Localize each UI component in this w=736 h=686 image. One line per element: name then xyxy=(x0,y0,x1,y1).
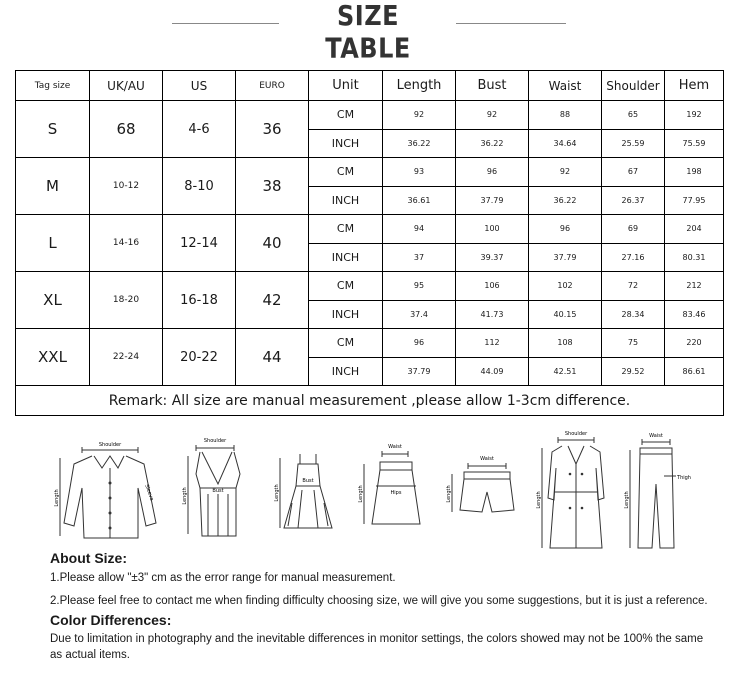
shoulder-inch-cell: 26.37 xyxy=(602,186,665,215)
uk-au-cell: 68 xyxy=(90,101,163,158)
tag-size-cell: XL xyxy=(16,272,90,329)
length-cm-cell: 92 xyxy=(383,101,456,130)
label-shoulder-2: Shoulder xyxy=(203,438,227,444)
hem-cm-cell: 212 xyxy=(665,272,724,301)
hem-cm-cell: 192 xyxy=(665,101,724,130)
color-differences-text: Due to limitation in photography and the inevitable differences in monitor settings, the colors showed may not be 100% the same as actual items. xyxy=(50,633,704,661)
unit-cm-cell: CM xyxy=(309,329,383,358)
tag-size-cell: M xyxy=(16,158,90,215)
label-shoulder-6: Shoulder xyxy=(564,431,588,437)
about-size-note-2: 2.Please feel free to contact me when finding difficulty choosing size, we will give you some suggestions, but it is just a reference. xyxy=(50,595,708,607)
shoulder-cm-cell: 75 xyxy=(602,329,665,358)
about-size-heading: About Size: xyxy=(50,550,127,566)
waist-inch-cell: 37.79 xyxy=(529,243,602,272)
title-divider-right xyxy=(456,23,566,24)
label-length-4: Length xyxy=(358,485,364,503)
header-us: US xyxy=(163,71,236,101)
shoulder-inch-cell: 28.34 xyxy=(602,300,665,329)
waist-inch-cell: 42.51 xyxy=(529,357,602,386)
waist-inch-cell: 34.64 xyxy=(529,129,602,158)
shoulder-cm-cell: 69 xyxy=(602,215,665,244)
about-size-note-1: 1.Please allow "±3" cm as the error range for manual measurement. xyxy=(50,572,396,584)
tag-size-cell: S xyxy=(16,101,90,158)
hem-inch-cell: 77.95 xyxy=(665,186,724,215)
hem-cm-cell: 204 xyxy=(665,215,724,244)
length-inch-cell: 36.22 xyxy=(383,129,456,158)
pants-diagram xyxy=(622,428,696,552)
bust-cm-cell: 92 xyxy=(456,101,529,130)
label-length-1: Length xyxy=(54,489,60,507)
shorts-diagram xyxy=(446,428,522,546)
bust-inch-cell: 36.22 xyxy=(456,129,529,158)
bust-inch-cell: 39.37 xyxy=(456,243,529,272)
label-hips-4: Hips xyxy=(390,490,402,496)
header-length: Length xyxy=(383,71,456,101)
label-length-6: Length xyxy=(536,491,542,509)
header-bust: Bust xyxy=(456,71,529,101)
waist-inch-cell: 40.15 xyxy=(529,300,602,329)
euro-cell: 38 xyxy=(236,158,309,215)
page-title: SIZE TABLE xyxy=(325,0,411,65)
header-euro: EURO xyxy=(236,71,309,101)
length-cm-cell: 93 xyxy=(383,158,456,187)
bust-inch-cell: 41.73 xyxy=(456,300,529,329)
shoulder-inch-cell: 25.59 xyxy=(602,129,665,158)
title-divider-left xyxy=(172,23,279,24)
label-waist-5: Waist xyxy=(480,456,494,462)
unit-inch-cell: INCH xyxy=(309,186,383,215)
unit-cm-cell: CM xyxy=(309,101,383,130)
label-bust-2: Bust xyxy=(212,488,224,494)
table-row xyxy=(16,215,724,244)
unit-cm-cell: CM xyxy=(309,158,383,187)
header-waist: Waist xyxy=(529,71,602,101)
euro-cell: 36 xyxy=(236,101,309,158)
label-waist-7: Waist xyxy=(649,433,663,439)
label-waist-4: Waist xyxy=(388,444,402,450)
table-row xyxy=(16,101,724,130)
hem-inch-cell: 75.59 xyxy=(665,129,724,158)
blouse-diagram xyxy=(52,428,162,546)
euro-cell: 42 xyxy=(236,272,309,329)
table-row xyxy=(16,158,724,187)
label-sleeve-1: Sleeve xyxy=(143,483,155,502)
label-bust-3: Bust xyxy=(302,478,314,484)
label-length-5: Length xyxy=(446,485,452,503)
header-shoulder: Shoulder xyxy=(602,71,665,101)
unit-inch-cell: INCH xyxy=(309,243,383,272)
remark-row xyxy=(16,386,724,416)
shoulder-cm-cell: 65 xyxy=(602,101,665,130)
tag-size-cell: XXL xyxy=(16,329,90,386)
bust-inch-cell: 44.09 xyxy=(456,357,529,386)
length-inch-cell: 37 xyxy=(383,243,456,272)
euro-cell: 40 xyxy=(236,215,309,272)
label-length-2: Length xyxy=(182,487,188,505)
dress-diagram xyxy=(272,428,338,546)
unit-inch-cell: INCH xyxy=(309,129,383,158)
notes-section xyxy=(50,549,710,663)
length-inch-cell: 36.61 xyxy=(383,186,456,215)
size-table xyxy=(15,70,724,416)
waist-cm-cell: 92 xyxy=(529,158,602,187)
us-cell: 4-6 xyxy=(163,101,236,158)
hem-cm-cell: 220 xyxy=(665,329,724,358)
color-differences-heading: Color Differences: xyxy=(50,612,172,628)
unit-cm-cell: CM xyxy=(309,272,383,301)
waist-inch-cell: 36.22 xyxy=(529,186,602,215)
waist-cm-cell: 108 xyxy=(529,329,602,358)
bust-cm-cell: 112 xyxy=(456,329,529,358)
bust-cm-cell: 100 xyxy=(456,215,529,244)
waist-cm-cell: 88 xyxy=(529,101,602,130)
title-bar xyxy=(0,0,736,65)
coat-diagram xyxy=(532,428,618,552)
hem-inch-cell: 80.31 xyxy=(665,243,724,272)
label-shoulder-1: Shoulder xyxy=(98,442,122,448)
uk-au-cell: 22-24 xyxy=(90,329,163,386)
table-row xyxy=(16,329,724,358)
unit-inch-cell: INCH xyxy=(309,300,383,329)
hem-inch-cell: 83.46 xyxy=(665,300,724,329)
camisole-diagram xyxy=(178,428,248,546)
unit-cm-cell: CM xyxy=(309,215,383,244)
hem-cm-cell: 198 xyxy=(665,158,724,187)
shoulder-inch-cell: 29.52 xyxy=(602,357,665,386)
garment-diagrams xyxy=(0,428,736,553)
us-cell: 12-14 xyxy=(163,215,236,272)
uk-au-cell: 14-16 xyxy=(90,215,163,272)
header-hem: Hem xyxy=(665,71,724,101)
label-length-3: Length xyxy=(274,484,280,502)
uk-au-cell: 10-12 xyxy=(90,158,163,215)
length-inch-cell: 37.79 xyxy=(383,357,456,386)
length-cm-cell: 95 xyxy=(383,272,456,301)
shoulder-inch-cell: 27.16 xyxy=(602,243,665,272)
header-unit: Unit xyxy=(309,71,383,101)
table-header-row xyxy=(16,71,724,101)
table-row xyxy=(16,272,724,301)
unit-inch-cell: INCH xyxy=(309,357,383,386)
header-tag-size: Tag size xyxy=(16,71,90,101)
remark-text: Remark: All size are manual measurement ,please allow 1-3cm difference. xyxy=(16,386,724,416)
uk-au-cell: 18-20 xyxy=(90,272,163,329)
skirt-diagram xyxy=(356,428,428,546)
length-cm-cell: 94 xyxy=(383,215,456,244)
shoulder-cm-cell: 72 xyxy=(602,272,665,301)
label-length-7: Length xyxy=(624,491,630,509)
bust-inch-cell: 37.79 xyxy=(456,186,529,215)
header-uk-au: UK/AU xyxy=(90,71,163,101)
waist-cm-cell: 96 xyxy=(529,215,602,244)
hem-inch-cell: 86.61 xyxy=(665,357,724,386)
length-cm-cell: 96 xyxy=(383,329,456,358)
tag-size-cell: L xyxy=(16,215,90,272)
bust-cm-cell: 106 xyxy=(456,272,529,301)
length-inch-cell: 37.4 xyxy=(383,300,456,329)
us-cell: 16-18 xyxy=(163,272,236,329)
waist-cm-cell: 102 xyxy=(529,272,602,301)
label-thigh-7: Thigh xyxy=(677,475,691,481)
bust-cm-cell: 96 xyxy=(456,158,529,187)
euro-cell: 44 xyxy=(236,329,309,386)
us-cell: 20-22 xyxy=(163,329,236,386)
shoulder-cm-cell: 67 xyxy=(602,158,665,187)
us-cell: 8-10 xyxy=(163,158,236,215)
